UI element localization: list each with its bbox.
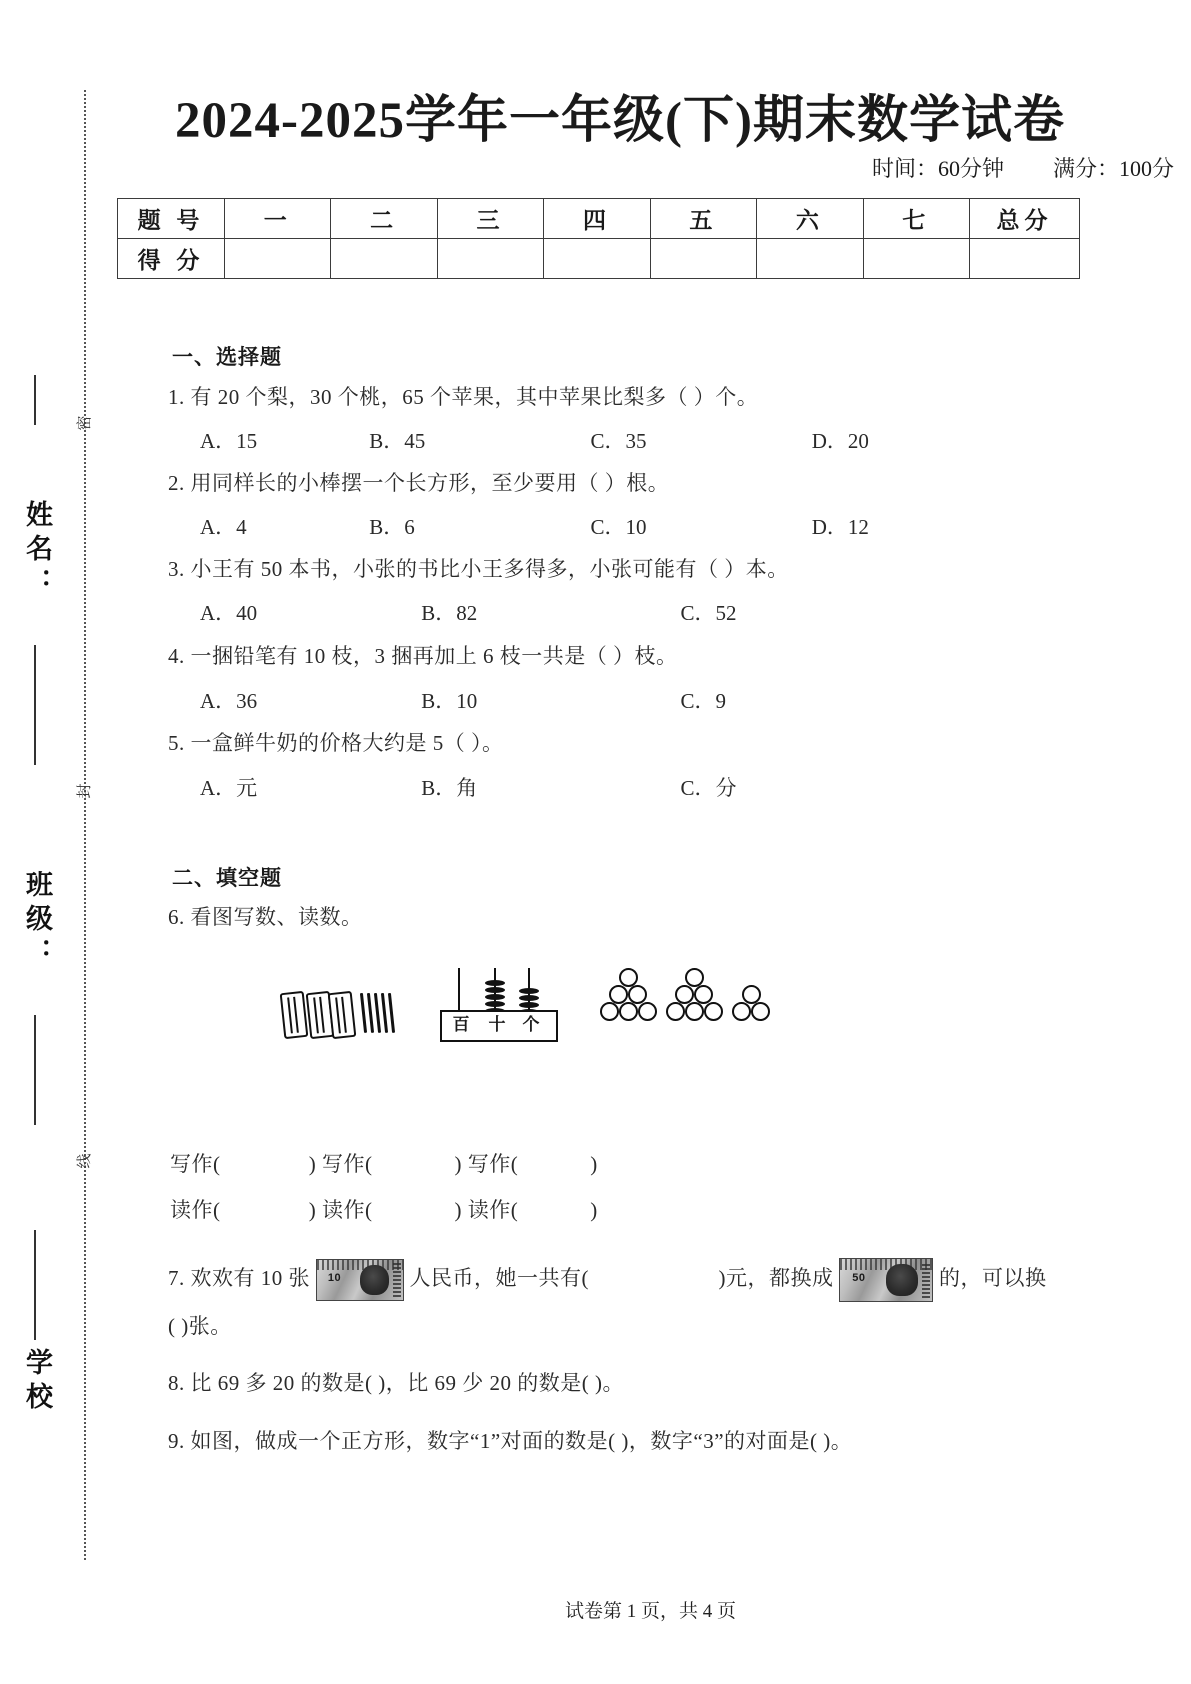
question-6-text: [168, 901, 363, 931]
question-7-continuation: ( )张。: [168, 1314, 232, 1338]
loose-stick: [381, 993, 388, 1033]
exam-meta: [872, 152, 1174, 183]
ball-pyramids-illustration: [600, 968, 785, 1030]
ball: [685, 1002, 704, 1021]
question-2-option-b[interactable]: B．6: [369, 515, 415, 539]
banknote-denomination-50: 50: [852, 1271, 866, 1284]
banknote-stripes: [317, 1260, 403, 1270]
question-4-option-b[interactable]: B．10: [421, 689, 478, 713]
write-label-4: ): [590, 1152, 598, 1176]
question-4-option-a[interactable]: A．36: [200, 689, 258, 713]
score-table-col-total: 总分: [970, 199, 1080, 239]
score-table-col-5: 五: [650, 199, 756, 239]
ball: [751, 1002, 770, 1021]
score-cell-7[interactable]: [863, 239, 969, 279]
question-6-write-row: [170, 1148, 598, 1178]
question-5-option-b[interactable]: B．角: [421, 776, 478, 800]
question-4-number: 4.: [168, 644, 185, 668]
seal-label-class: 班级：: [22, 870, 52, 972]
seal-rule-top: [34, 375, 36, 425]
question-6-body: 看图写数、读数。: [190, 905, 363, 929]
abacus-bead: [485, 994, 505, 1000]
table-row: [118, 199, 1080, 239]
banknote-edge-pattern: [922, 1262, 930, 1297]
score-table-col-1: 一: [225, 199, 331, 239]
page-title: 2024-2025学年一年级(下)期末数学试卷: [175, 93, 1065, 149]
ball: [609, 985, 628, 1004]
question-3-option-c[interactable]: C．52: [680, 601, 737, 625]
abacus-bead: [519, 1002, 539, 1008]
ball: [694, 985, 713, 1004]
score-table: [117, 198, 1080, 279]
seal-rule-school: [34, 1230, 36, 1340]
banknote-edge-pattern: [393, 1263, 401, 1297]
counting-sticks-illustration: [280, 990, 400, 1036]
loose-stick: [360, 993, 367, 1033]
score-table-col-2: 二: [331, 199, 437, 239]
question-7-part-3: )元，都换成: [718, 1265, 834, 1290]
write-label-3: ) 写作(: [454, 1152, 519, 1176]
question-1-option-a[interactable]: A．15: [200, 429, 258, 453]
seal-char-feng: 封: [77, 783, 93, 799]
question-8-number: 8.: [168, 1371, 185, 1395]
stick-bundle: [280, 991, 309, 1039]
question-1-text: [168, 381, 758, 411]
question-2-body: 用同样长的小棒摆一个长方形，至少要用（ ）根。: [190, 471, 670, 495]
question-6-number: 6.: [168, 905, 185, 929]
question-6-read-row: [170, 1194, 598, 1224]
question-5-option-a[interactable]: A．元: [200, 776, 258, 800]
ball: [732, 1002, 751, 1021]
score-table-col-3: 三: [437, 199, 543, 239]
question-2-option-a[interactable]: A．4: [200, 515, 247, 539]
abacus-rod-hundreds: [458, 968, 460, 1010]
banknote-portrait: [886, 1264, 917, 1296]
section-heading-choice: 一、选择题: [172, 345, 282, 369]
banknote-denomination-10: 10: [327, 1272, 342, 1284]
score-table-col-6: 六: [757, 199, 863, 239]
score-cell-total[interactable]: [970, 239, 1080, 279]
question-5-body: 一盒鲜牛奶的价格大约是 5（ ）。: [190, 731, 504, 755]
section-heading-fill: 二、填空题: [172, 866, 282, 890]
score-cell-2[interactable]: [331, 239, 437, 279]
seal-char-xian: 线: [77, 1153, 93, 1169]
question-4-option-c[interactable]: C．9: [680, 689, 727, 713]
score-table-col-4: 四: [544, 199, 650, 239]
question-1-option-c[interactable]: C．35: [590, 429, 647, 453]
question-9-body: 如图，做成一个正方形，数字“1”对面的数是( )，数字“3”的对面是( )。: [190, 1429, 853, 1453]
question-8-body: 比 69 多 20 的数是( )，比 69 少 20 的数是( )。: [190, 1371, 624, 1395]
ball: [675, 985, 694, 1004]
question-1-option-d[interactable]: D．20: [811, 429, 869, 453]
question-3-option-b[interactable]: B．82: [421, 601, 478, 625]
score-cell-1[interactable]: [225, 239, 331, 279]
banknote-50-yuan-icon: [839, 1258, 933, 1302]
score-table-row-label-score: 得 分: [118, 239, 225, 279]
seal-char-mi: 密: [77, 415, 93, 431]
score-cell-6[interactable]: [757, 239, 863, 279]
write-label-1: 写作(: [170, 1152, 221, 1176]
banknote-10-yuan-icon: [316, 1259, 404, 1301]
seal-dotted-line: [84, 90, 86, 1560]
question-2-options: [200, 511, 869, 541]
score-table-col-7: 七: [863, 199, 969, 239]
seal-rule-name: [34, 645, 36, 765]
abacus-illustration: [440, 968, 558, 1040]
abacus-bead: [519, 995, 539, 1001]
question-7-part-4: 的，可以换: [939, 1265, 1047, 1290]
stick-bundle: [328, 991, 357, 1039]
question-3-number: 3.: [168, 557, 185, 581]
loose-stick: [388, 993, 395, 1033]
score-table-row-label: 题 号: [118, 199, 225, 239]
question-7-number: 7.: [168, 1265, 185, 1290]
question-1-body: 有 20 个梨，30 个桃，65 个苹果，其中苹果比梨多（ ）个。: [190, 385, 759, 409]
abacus-bead: [485, 1001, 505, 1007]
abacus-bead: [485, 987, 505, 993]
ball: [704, 1002, 723, 1021]
question-3-option-a[interactable]: A．40: [200, 601, 258, 625]
ball: [628, 985, 647, 1004]
loose-stick: [367, 993, 374, 1033]
ball: [619, 1002, 638, 1021]
seal-label-name: 姓名：: [22, 500, 52, 602]
read-label-3: ) 读作(: [454, 1198, 519, 1222]
abacus-bead: [519, 988, 539, 994]
question-9-text: [168, 1425, 852, 1455]
question-1-option-b[interactable]: B．45: [369, 429, 426, 453]
banknote-portrait: [360, 1265, 389, 1295]
read-label-1: 读作(: [170, 1198, 221, 1222]
question-1-options: [200, 425, 869, 455]
question-5-option-c[interactable]: C．分: [680, 776, 737, 800]
question-1-number: 1.: [168, 385, 185, 409]
question-2-option-d[interactable]: D．12: [811, 515, 869, 539]
exam-time-label: 时间：60分钟: [871, 156, 1004, 181]
question-2-number: 2.: [168, 471, 185, 495]
ball: [600, 1002, 619, 1021]
ball: [666, 1002, 685, 1021]
loose-stick: [374, 993, 381, 1033]
question-3-body: 小王有 50 本书，小张的书比小王多得多，小张可能有（ ）本。: [190, 557, 789, 581]
abacus-place-frame: [440, 1010, 558, 1042]
question-7-text: [168, 1258, 1047, 1302]
question-9-number: 9.: [168, 1429, 185, 1453]
table-row: [118, 239, 1080, 279]
abacus-place-label-ones: 个: [522, 1015, 540, 1034]
banknote-stripes: [840, 1259, 932, 1270]
question-2-text: [168, 467, 669, 497]
abacus-place-label-hundreds: 百: [452, 1015, 470, 1034]
question-4-body: 一捆铅笔有 10 枝，3 捆再加上 6 枝一共是（ ）枝。: [190, 644, 678, 668]
ball: [638, 1002, 657, 1021]
abacus-bead: [485, 980, 505, 986]
question-5-options: [200, 772, 737, 802]
score-cell-3[interactable]: [437, 239, 543, 279]
score-cell-4[interactable]: [544, 239, 650, 279]
score-cell-5[interactable]: [650, 239, 756, 279]
question-5-text: [168, 727, 504, 757]
seal-margin: [0, 0, 110, 1684]
question-4-text: [168, 640, 678, 670]
exam-fullmarks-label: 满分：100分: [1052, 156, 1174, 181]
question-5-number: 5.: [168, 731, 185, 755]
write-label-2: ) 写作(: [308, 1152, 373, 1176]
question-7-part-1: 欢欢有 10 张: [190, 1265, 310, 1290]
question-2-option-c[interactable]: C．10: [590, 515, 647, 539]
abacus-place-label-tens: 十: [488, 1015, 506, 1034]
read-label-4: ): [590, 1198, 598, 1222]
read-label-2: ) 读作(: [308, 1198, 373, 1222]
question-3-options: [200, 597, 737, 627]
seal-rule-class: [34, 1015, 36, 1125]
page-footer: 试卷第 1 页，共 4 页: [564, 1601, 736, 1622]
seal-label-school: 学校: [22, 1348, 52, 1416]
question-3-text: [168, 553, 789, 583]
question-8-text: [168, 1367, 624, 1397]
question-4-options: [200, 685, 726, 715]
exam-sheet: [110, 0, 1191, 1684]
question-7-part-2: 人民币，她一共有(: [409, 1265, 589, 1290]
